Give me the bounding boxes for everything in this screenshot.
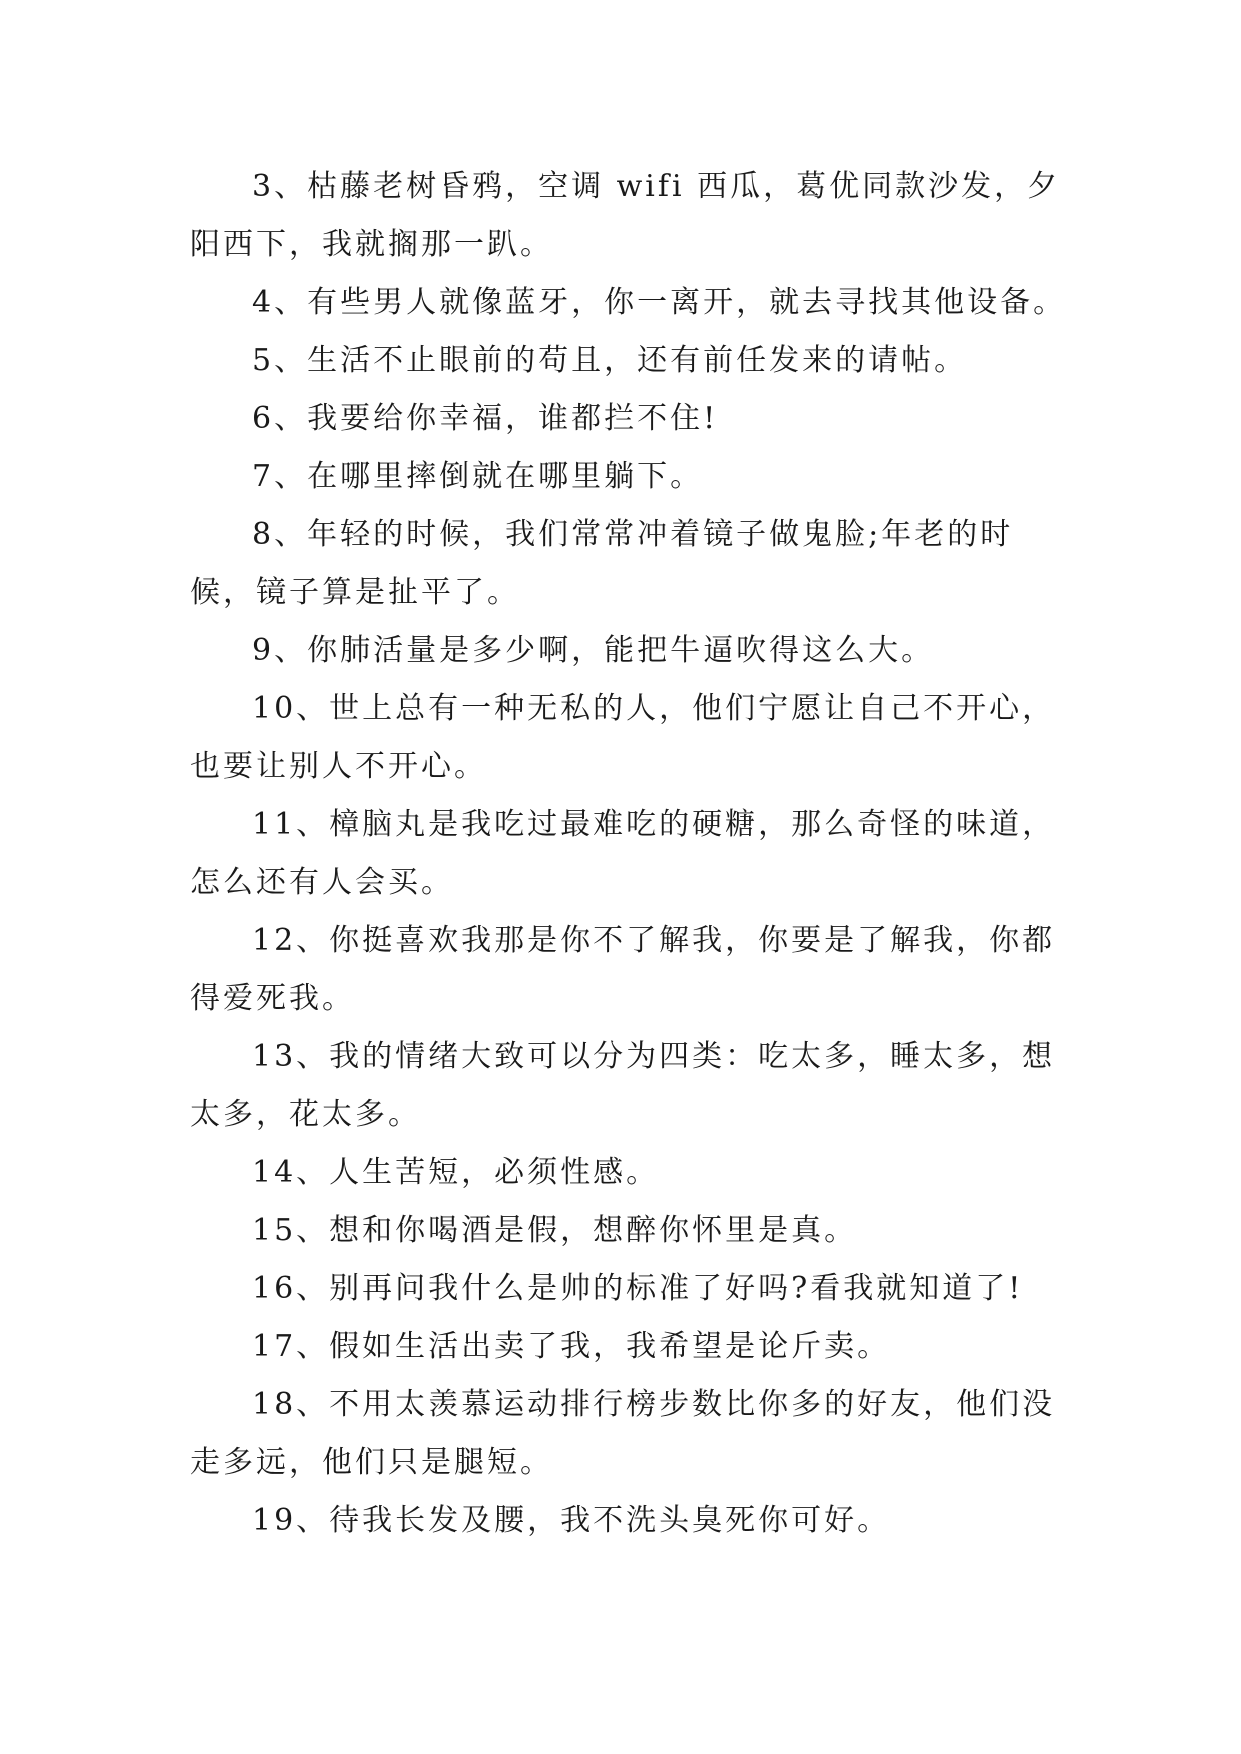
paragraph-15: 15、想和你喝酒是假，想醉你怀里是真。 [252,1213,858,1248]
paragraph-7: 7、在哪里摔倒就在哪里躺下。 [252,459,704,494]
paragraph-19: 19、待我长发及腰，我不洗头臭死你可好。 [252,1503,891,1538]
paragraph-5: 5、生活不止眼前的苟且，还有前任发来的请帖。 [252,343,968,378]
paragraph-10: 10、世上总有一种无私的人，他们宁愿让自己不开心，也要让别人不开心。 [190,691,1056,784]
paragraph-4: 4、有些男人就像蓝牙，你一离开，就去寻找其他设备。 [252,285,1067,320]
paragraph-12: 12、你挺喜欢我那是你不了解我，你要是了解我，你都得爱死我。 [190,923,1056,1016]
paragraph-18: 18、不用太羡慕运动排行榜步数比你多的好友，他们没走多远，他们只是腿短。 [190,1387,1056,1480]
paragraph-3: 3、枯藤老树昏鸦，空调 wifi 西瓜，葛优同款沙发，夕阳西下，我就搁那一趴。 [190,169,1061,262]
paragraph-6: 6、我要给你幸福，谁都拦不住! [252,401,719,436]
paragraph-9: 9、你肺活量是多少啊，能把牛逼吹得这么大。 [252,633,935,668]
paragraph-16: 16、别再问我什么是帅的标准了好吗?看我就知道了! [252,1271,1024,1306]
paragraph-17: 17、假如生活出卖了我，我希望是论斤卖。 [252,1329,891,1364]
paragraph-14: 14、人生苦短，必须性感。 [252,1155,660,1190]
paragraph-13: 13、我的情绪大致可以分为四类：吃太多，睡太多，想太多，花太多。 [190,1039,1056,1132]
document-body [190,158,1070,1550]
paragraph-11: 11、樟脑丸是我吃过最难吃的硬糖，那么奇怪的味道，怎么还有人会买。 [190,807,1056,900]
paragraph-8: 8、年轻的时候，我们常常冲着镜子做鬼脸;年老的时候，镜子算是扯平了。 [190,517,1014,610]
